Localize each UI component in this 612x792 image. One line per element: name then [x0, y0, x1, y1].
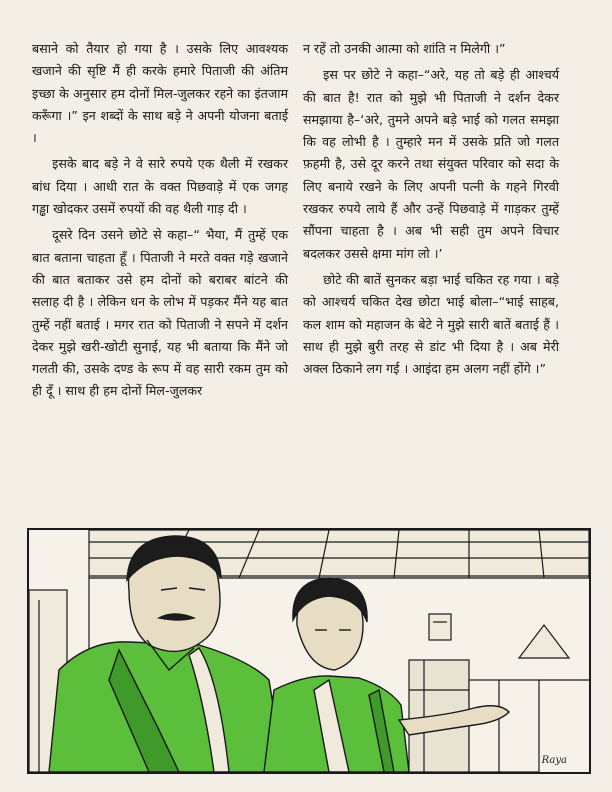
- right-text-column: [303, 38, 559, 380]
- paragraph: छोटे की बातें सुनकर बड़ा भाई चकित रह गया । बड़े को आश्चर्य चकित देख छोटा भाई बोला–“भाई साहब, कल शाम को महाजन के बेटे ने मुझे सारी बातें बताई हैं । साथ ही मुझे बुरी तरह से डांट भी दिया है । अब मेरी अक्ल ठिकाने लग गई । आइंदा हम अलग नहीं होंगे ।”: [303, 271, 559, 377]
- illustration-panel: [27, 528, 591, 774]
- illustration-drawing: [29, 530, 589, 772]
- paragraph: बसाने को तैयार हो गया है । उसके लिए आवश्यक खजाने की सृष्टि मैं ही करके हमारे पिताजी की अंतिम इच्छा के अनुसार हम दोनों मिल-जुलकर रहने का इंतजाम करूँगा ।” इन शब्दों के साथ बड़े ने अपनी योजना बताई ।: [32, 41, 288, 146]
- paragraph: इस पर छोटे ने कहा–“अरे, यह तो बड़े ही आश्चर्य की बात है! रात को मुझे भी पिताजी ने दर्शन देकर समझाया है–‘अरे, तुमने अपने बड़े भाई को गलत समझा कि वह लोभी है । तुम्हारे मन में उसके प्रति जो गलत फ़हमी है, उसे दूर करने तथा संयुक्त परिवार को सदा के लिए बनाये रखने के लिए अपनी पत्नी के गहने गिरवी रखकर रुपये लाये हैं और उन्हें पिछवाड़े में गाड़कर तुम्हें सौंपना चाहता है । अब भी सही तुम अपने विचार बदलकर उससे क्षमा मांग लो ।’: [303, 67, 559, 261]
- paragraph: दूसरे दिन उसने छोटे से कहा–“ भैया, मैं तुम्हें एक बात बताना चाहता हूँ । पिताजी ने मरते वक्त गड़े खजाने की बात बताकर उसे हम दोनों को बराबर बांटने की सलाह दी है । लेकिन धन के लोभ में पड़कर मैंने यह बात तुम्हें नहीं बताई । मगर रात को पिताजी ने सपने में दर्शन देकर मुझे खरी-खोटी सुनाई, यह भी बताया कि मैंने जो गलती की, उसके दण्ड के रूप में वह सारी रकम तुम को ही दूँ । साथ ही हम दोनों मिल-जुलकर: [32, 227, 288, 399]
- paragraph: न रहें तो उनकी आत्मा को शांति न मिलेगी ।”: [303, 41, 506, 56]
- artist-signature: Raya: [541, 755, 567, 766]
- paragraph: इसके बाद बड़े ने वे सारे रुपये एक थैली में रखकर बांध दिया । आधी रात के वक्त पिछवाड़े में एक जगह गड्ढा खोदकर उसमें रुपयों की वह थैली गाड़ दी ।: [32, 156, 288, 217]
- left-text-column: [32, 38, 288, 403]
